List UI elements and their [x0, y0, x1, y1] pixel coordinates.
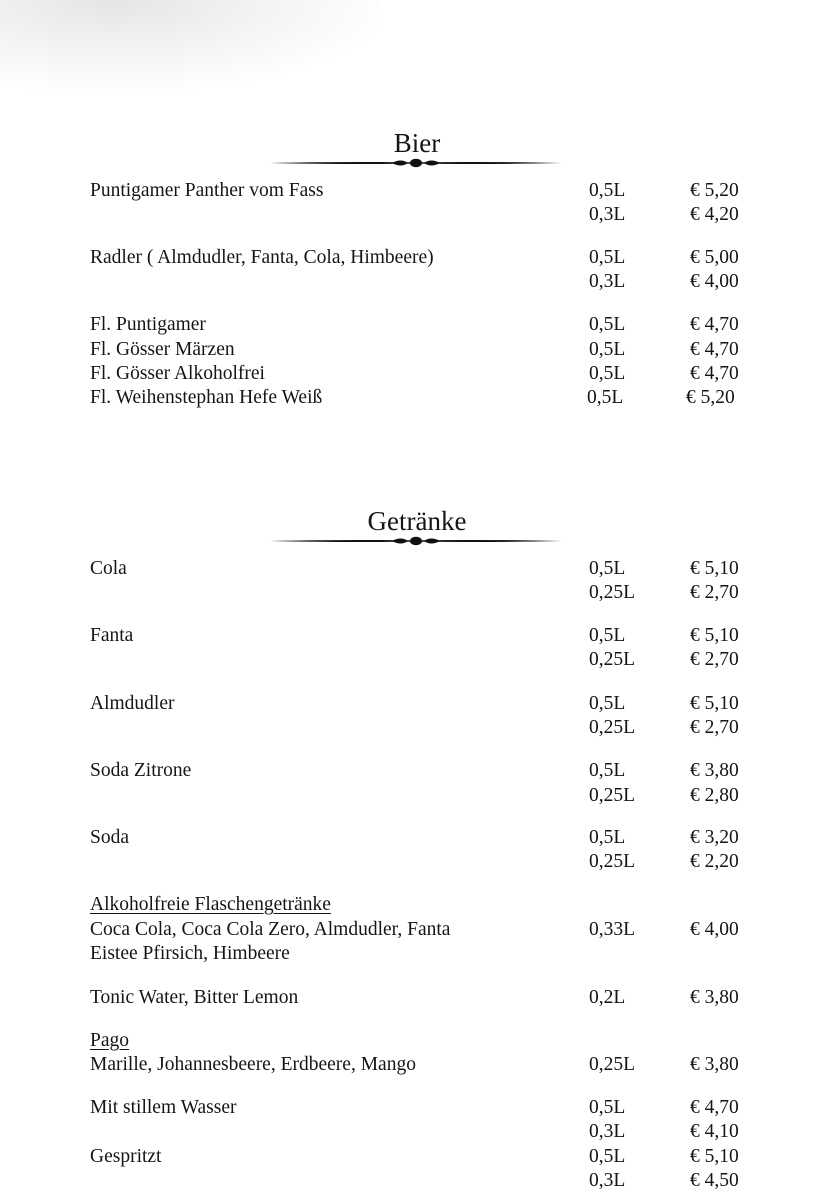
menu-item-volume: 0,25L: [589, 1054, 636, 1075]
menu-item-volume: 0,5L: [589, 314, 626, 335]
menu-item-price: € 3,80: [690, 760, 739, 781]
subsection-heading: Pago: [90, 1030, 129, 1051]
menu-item-name: Mit stillem Wasser: [90, 1097, 237, 1118]
menu-item-volume: 0,5L: [589, 363, 626, 384]
menu-item-price: € 2,70: [690, 582, 739, 603]
flourish-divider-icon: [270, 158, 562, 168]
menu-item-price: € 3,80: [690, 987, 739, 1008]
menu-item-volume: 0,5L: [589, 339, 626, 360]
menu-item-volume: 0,5L: [589, 1097, 626, 1118]
menu-item-price: € 5,00: [690, 247, 739, 268]
menu-item-volume: 0,5L: [589, 827, 626, 848]
menu-item-volume: 0,5L: [589, 760, 626, 781]
menu-item-price: € 5,10: [690, 693, 739, 714]
section-title-bier: Bier: [393, 128, 441, 158]
section-title-getraenke: Getränke: [367, 506, 467, 536]
menu-item-volume: 0,25L: [589, 717, 636, 738]
menu-item-price: € 4,70: [690, 1097, 739, 1118]
menu-item-name: Gespritzt: [90, 1146, 162, 1167]
menu-item-price: € 2,70: [690, 649, 739, 670]
menu-item-price: € 2,70: [690, 717, 739, 738]
menu-item-price: € 4,70: [690, 314, 739, 335]
menu-item-price: € 4,00: [690, 919, 739, 940]
menu-item-volume: 0,25L: [589, 785, 636, 806]
menu-item-volume: 0,2L: [589, 987, 626, 1008]
menu-item-volume: 0,5L: [589, 693, 626, 714]
menu-item-volume: 0,5L: [589, 625, 626, 646]
menu-item-volume: 0,25L: [589, 649, 636, 670]
menu-item-name: Fl. Puntigamer: [90, 314, 206, 335]
menu-item-price: € 4,10: [690, 1121, 739, 1142]
menu-item-price: € 2,20: [690, 851, 739, 872]
menu-item-name: Tonic Water, Bitter Lemon: [90, 987, 299, 1008]
menu-item-volume: 0,3L: [589, 1121, 626, 1142]
subsection-heading: Alkoholfreie Flaschengetränke: [90, 894, 331, 915]
menu-item-name: Soda Zitrone: [90, 760, 192, 781]
menu-item-name: Coca Cola, Coca Cola Zero, Almdudler, Fanta: [90, 919, 451, 940]
menu-item-price: € 3,80: [690, 1054, 739, 1075]
flourish-divider-icon: [270, 536, 562, 546]
menu-item-volume: 0,5L: [589, 558, 626, 579]
menu-item-volume: 0,5L: [587, 387, 624, 408]
menu-item-name: Soda: [90, 827, 129, 848]
menu-item-name: Radler ( Almdudler, Fanta, Cola, Himbeere): [90, 247, 434, 268]
menu-item-price: € 4,70: [690, 363, 739, 384]
menu-item-price: € 3,20: [690, 827, 739, 848]
menu-item-price: € 5,10: [690, 558, 739, 579]
menu-item-price: € 5,20: [690, 180, 739, 201]
menu-item-name: Fl. Gösser Märzen: [90, 339, 235, 360]
menu-item-name: Fanta: [90, 625, 134, 646]
menu-item-name: Marille, Johannesbeere, Erdbeere, Mango: [90, 1054, 416, 1075]
menu-item-volume: 0,25L: [589, 851, 636, 872]
menu-item-name: Fl. Weihenstephan Hefe Weiß: [90, 387, 323, 408]
menu-item-name: Almdudler: [90, 693, 175, 714]
menu-item-price: € 5,20: [686, 387, 735, 408]
menu-item-volume: 0,5L: [589, 1146, 626, 1167]
menu-item-price: € 2,80: [690, 785, 739, 806]
menu-item-name: Cola: [90, 558, 127, 579]
menu-item-volume: 0,25L: [589, 582, 636, 603]
menu-item-name: Eistee Pfirsich, Himbeere: [90, 943, 290, 964]
menu-item-price: € 4,00: [690, 271, 739, 292]
menu-item-name: Puntigamer Panther vom Fass: [90, 180, 324, 201]
menu-item-name: Fl. Gösser Alkoholfrei: [90, 363, 265, 384]
menu-item-volume: 0,3L: [589, 271, 626, 292]
menu-item-volume: 0,33L: [589, 919, 636, 940]
menu-item-volume: 0,5L: [589, 247, 626, 268]
menu-item-price: € 5,10: [690, 625, 739, 646]
menu-item-price: € 4,20: [690, 204, 739, 225]
page-shadow: [0, 0, 380, 90]
menu-item-price: € 4,70: [690, 339, 739, 360]
menu-item-volume: 0,5L: [589, 180, 626, 201]
menu-item-volume: 0,3L: [589, 204, 626, 225]
menu-item-price: € 4,50: [690, 1170, 739, 1191]
menu-item-volume: 0,3L: [589, 1170, 626, 1191]
menu-item-price: € 5,10: [690, 1146, 739, 1167]
